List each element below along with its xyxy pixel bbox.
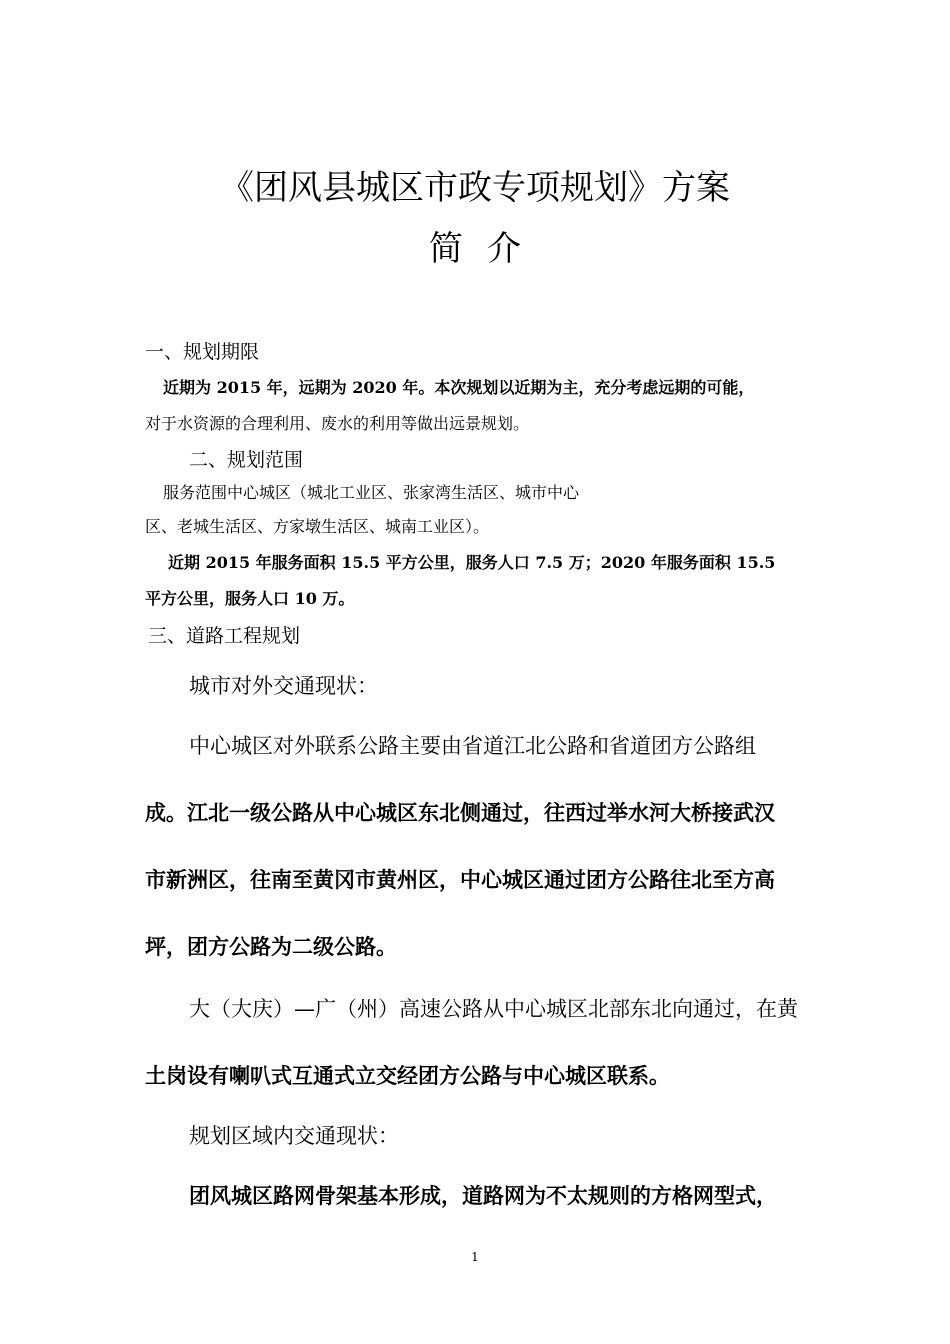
section-3-para-1-line-1: 中心城区对外联系公路主要由省道江北公路和省道团方公路组 [189,734,756,758]
section-3-para-1-line-4: 坪，团方公路为二级公路。 [145,935,397,959]
section-3-subheading-2: 规划区域内交通现状： [189,1124,399,1148]
section-3-para-1-line-3: 市新洲区，往南至黄冈市黄州区，中心城区通过团方公路往北至方高 [145,868,775,892]
section-1-line-1: 近期为 2015 年，远期为 2020 年。本次规划以近期为主，充分考虑远期的可能， [163,378,755,397]
section-2-line-2: 区、老城生活区、方家墩生活区、城南工业区）。 [145,517,490,536]
page-number: 1 [471,1250,479,1264]
section-3-para-2-line-2: 土岗设有喇叭式互通式立交经团方公路与中心城区联系。 [145,1064,670,1088]
section-3-subheading-1: 城市对外交通现状： [189,674,378,698]
section-2-line-1: 服务范围中心城区（城北工业区、张家湾生活区、城市中心 [163,483,580,502]
section-3-para-3-line-1: 团风城区路网骨架基本形成，道路网为不太规则的方格网型式， [189,1184,777,1208]
section-2-line-3: 近期 2015 年服务面积 15.5 平方公里，服务人口 7.5 万；2020 年服务面积 15.5 [168,553,776,572]
section-3-para-2-line-1: 大（大庆）—广（州）高速公路从中心城区北部东北向通过，在黄 [189,997,798,1021]
section-3-para-1-line-2: 成。江北一级公路从中心城区东北侧通过，往西过举水河大桥接武汉 [145,801,775,825]
section-1-line-2: 对于水资源的合理利用、废水的利用等做出远景规划。 [145,414,530,433]
section-1-heading: 一、规划期限 [145,341,260,363]
section-3-heading: 三、道路工程规划 [148,625,301,647]
section-2-heading: 二、规划范围 [189,449,304,471]
document-title: 《团风县城区市政专项规划》方案 [220,168,730,208]
section-2-line-4: 平方公里，服务人口 10 万。 [145,589,355,608]
document-subtitle: 简介 [429,229,545,269]
